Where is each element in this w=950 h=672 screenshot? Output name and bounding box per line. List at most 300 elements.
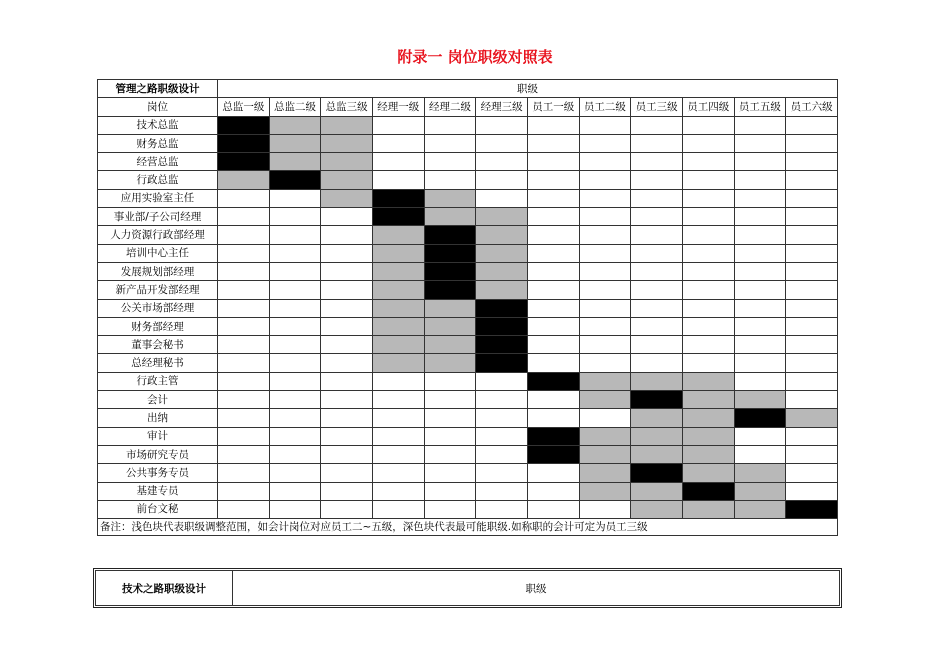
empty-cell bbox=[476, 409, 528, 427]
empty-cell bbox=[579, 189, 631, 207]
empty-cell bbox=[321, 208, 373, 226]
likely-grade-cell bbox=[269, 171, 321, 189]
grade-range-cell bbox=[424, 354, 476, 372]
position-row bbox=[98, 116, 838, 134]
grade-range-cell bbox=[786, 409, 838, 427]
grade-range-cell bbox=[579, 427, 631, 445]
empty-cell bbox=[527, 262, 579, 280]
empty-cell bbox=[527, 464, 579, 482]
empty-cell bbox=[682, 189, 734, 207]
empty-cell bbox=[682, 116, 734, 134]
grade-range-cell bbox=[476, 226, 528, 244]
empty-cell bbox=[631, 171, 683, 189]
grade-range-cell bbox=[682, 427, 734, 445]
grade-range-cell bbox=[631, 482, 683, 500]
position-row bbox=[98, 336, 838, 354]
grade-range-cell bbox=[372, 226, 424, 244]
empty-cell bbox=[372, 409, 424, 427]
empty-cell bbox=[734, 116, 786, 134]
likely-grade-cell bbox=[424, 262, 476, 280]
empty-cell bbox=[579, 226, 631, 244]
empty-cell bbox=[682, 299, 734, 317]
empty-cell bbox=[527, 153, 579, 171]
grade-range-cell bbox=[424, 208, 476, 226]
empty-cell bbox=[579, 153, 631, 171]
empty-cell bbox=[269, 226, 321, 244]
likely-grade-cell bbox=[218, 153, 270, 171]
empty-cell bbox=[682, 317, 734, 335]
empty-cell bbox=[631, 281, 683, 299]
grade-column-header: 员工五级 bbox=[734, 98, 786, 116]
grade-range-cell bbox=[476, 262, 528, 280]
position-row bbox=[98, 153, 838, 171]
grade-range-cell bbox=[579, 482, 631, 500]
empty-cell bbox=[786, 244, 838, 262]
empty-cell bbox=[372, 134, 424, 152]
grade-column-header: 经理二级 bbox=[424, 98, 476, 116]
position-name: 审计 bbox=[98, 427, 218, 445]
empty-cell bbox=[734, 153, 786, 171]
grade-range-cell bbox=[372, 299, 424, 317]
position-name: 人力资源行政部经理 bbox=[98, 226, 218, 244]
empty-cell bbox=[734, 317, 786, 335]
grade-range-cell bbox=[372, 317, 424, 335]
empty-cell bbox=[527, 354, 579, 372]
grade-column-header: 经理一级 bbox=[372, 98, 424, 116]
grade-range-cell bbox=[682, 409, 734, 427]
empty-cell bbox=[372, 372, 424, 390]
grade-range-cell bbox=[682, 500, 734, 518]
position-name: 培训中心主任 bbox=[98, 244, 218, 262]
empty-cell bbox=[476, 391, 528, 409]
position-name: 财务总监 bbox=[98, 134, 218, 152]
grade-range-cell bbox=[321, 134, 373, 152]
grade-range-cell bbox=[476, 281, 528, 299]
empty-cell bbox=[527, 317, 579, 335]
position-row bbox=[98, 391, 838, 409]
empty-cell bbox=[476, 482, 528, 500]
empty-cell bbox=[476, 427, 528, 445]
empty-cell bbox=[786, 482, 838, 500]
position-row bbox=[98, 226, 838, 244]
likely-grade-cell bbox=[372, 208, 424, 226]
empty-cell bbox=[321, 391, 373, 409]
grade-range-cell bbox=[372, 262, 424, 280]
grade-column-header: 员工六级 bbox=[786, 98, 838, 116]
empty-cell bbox=[218, 482, 270, 500]
position-name: 事业部/子公司经理 bbox=[98, 208, 218, 226]
empty-cell bbox=[321, 500, 373, 518]
grade-column-header: 员工二级 bbox=[579, 98, 631, 116]
position-row bbox=[98, 464, 838, 482]
management-grade-table bbox=[97, 79, 838, 536]
empty-cell bbox=[269, 372, 321, 390]
empty-cell bbox=[527, 189, 579, 207]
empty-cell bbox=[269, 208, 321, 226]
empty-cell bbox=[786, 354, 838, 372]
grade-range-cell bbox=[631, 372, 683, 390]
empty-cell bbox=[269, 464, 321, 482]
grade-range-cell bbox=[321, 189, 373, 207]
empty-cell bbox=[734, 354, 786, 372]
empty-cell bbox=[372, 116, 424, 134]
empty-cell bbox=[734, 262, 786, 280]
empty-cell bbox=[631, 189, 683, 207]
empty-cell bbox=[218, 226, 270, 244]
empty-cell bbox=[579, 116, 631, 134]
empty-cell bbox=[786, 427, 838, 445]
position-name: 董事会秘书 bbox=[98, 336, 218, 354]
position-name: 前台文秘 bbox=[98, 500, 218, 518]
empty-cell bbox=[631, 317, 683, 335]
grade-column-header: 员工四级 bbox=[682, 98, 734, 116]
empty-cell bbox=[321, 299, 373, 317]
position-row bbox=[98, 372, 838, 390]
empty-cell bbox=[476, 445, 528, 463]
grade-column-header: 员工一级 bbox=[527, 98, 579, 116]
grade-column-header: 总监一级 bbox=[218, 98, 270, 116]
empty-cell bbox=[218, 317, 270, 335]
empty-cell bbox=[321, 445, 373, 463]
empty-cell bbox=[218, 427, 270, 445]
empty-cell bbox=[734, 427, 786, 445]
grade-column-header: 员工三级 bbox=[631, 98, 683, 116]
empty-cell bbox=[321, 427, 373, 445]
grade-range-cell bbox=[321, 153, 373, 171]
empty-cell bbox=[269, 336, 321, 354]
empty-cell bbox=[631, 354, 683, 372]
grade-range-cell bbox=[476, 244, 528, 262]
empty-cell bbox=[218, 409, 270, 427]
empty-cell bbox=[372, 427, 424, 445]
header-row-1 bbox=[98, 80, 838, 98]
empty-cell bbox=[734, 208, 786, 226]
empty-cell bbox=[424, 445, 476, 463]
empty-cell bbox=[579, 244, 631, 262]
position-name: 应用实验室主任 bbox=[98, 189, 218, 207]
likely-grade-cell bbox=[734, 409, 786, 427]
likely-grade-cell bbox=[631, 391, 683, 409]
empty-cell bbox=[682, 134, 734, 152]
grade-range-cell bbox=[631, 500, 683, 518]
position-row bbox=[98, 354, 838, 372]
position-row bbox=[98, 445, 838, 463]
grade-range-cell bbox=[682, 391, 734, 409]
grade-range-cell bbox=[269, 116, 321, 134]
empty-cell bbox=[321, 244, 373, 262]
empty-cell bbox=[476, 464, 528, 482]
empty-cell bbox=[372, 464, 424, 482]
empty-cell bbox=[527, 409, 579, 427]
page-title: 附录一 岗位职级对照表 bbox=[397, 48, 553, 66]
empty-cell bbox=[786, 281, 838, 299]
position-row bbox=[98, 244, 838, 262]
empty-cell bbox=[734, 189, 786, 207]
position-name: 公关市场部经理 bbox=[98, 299, 218, 317]
position-row bbox=[98, 208, 838, 226]
empty-cell bbox=[579, 281, 631, 299]
empty-cell bbox=[269, 281, 321, 299]
grade-range-cell bbox=[372, 354, 424, 372]
empty-cell bbox=[786, 372, 838, 390]
grade-range-cell bbox=[372, 244, 424, 262]
management-design-label: 管理之路职级设计 bbox=[98, 80, 218, 98]
grade-column-header: 经理三级 bbox=[476, 98, 528, 116]
table-note: 备注：浅色块代表职级调整范围，如会计岗位对应员工二~五级，深色块代表最可能职级.如称职的会计可定为员工三级 bbox=[98, 519, 838, 536]
empty-cell bbox=[372, 391, 424, 409]
grade-column-header: 总监二级 bbox=[269, 98, 321, 116]
likely-grade-cell bbox=[786, 500, 838, 518]
empty-cell bbox=[631, 153, 683, 171]
empty-cell bbox=[527, 281, 579, 299]
position-name: 总经理秘书 bbox=[98, 354, 218, 372]
empty-cell bbox=[682, 281, 734, 299]
grade-range-cell bbox=[734, 464, 786, 482]
grade-range-cell bbox=[321, 116, 373, 134]
grade-column-header: 总监三级 bbox=[321, 98, 373, 116]
empty-cell bbox=[579, 171, 631, 189]
empty-cell bbox=[579, 262, 631, 280]
likely-grade-cell bbox=[218, 116, 270, 134]
empty-cell bbox=[631, 116, 683, 134]
empty-cell bbox=[476, 116, 528, 134]
position-name: 市场研究专员 bbox=[98, 445, 218, 463]
empty-cell bbox=[269, 500, 321, 518]
empty-cell bbox=[579, 500, 631, 518]
empty-cell bbox=[372, 171, 424, 189]
tech-header-row bbox=[96, 571, 840, 606]
empty-cell bbox=[682, 208, 734, 226]
empty-cell bbox=[218, 336, 270, 354]
empty-cell bbox=[372, 500, 424, 518]
empty-cell bbox=[424, 372, 476, 390]
empty-cell bbox=[424, 153, 476, 171]
position-name: 行政主管 bbox=[98, 372, 218, 390]
empty-cell bbox=[218, 299, 270, 317]
empty-cell bbox=[786, 336, 838, 354]
empty-cell bbox=[786, 317, 838, 335]
empty-cell bbox=[682, 354, 734, 372]
empty-cell bbox=[218, 391, 270, 409]
empty-cell bbox=[682, 226, 734, 244]
position-row bbox=[98, 409, 838, 427]
grade-range-cell bbox=[321, 171, 373, 189]
position-name: 新产品开发部经理 bbox=[98, 281, 218, 299]
empty-cell bbox=[579, 299, 631, 317]
empty-cell bbox=[527, 336, 579, 354]
likely-grade-cell bbox=[476, 317, 528, 335]
empty-cell bbox=[734, 299, 786, 317]
grade-range-cell bbox=[734, 500, 786, 518]
grade-range-cell bbox=[579, 464, 631, 482]
likely-grade-cell bbox=[527, 372, 579, 390]
empty-cell bbox=[786, 189, 838, 207]
empty-cell bbox=[579, 336, 631, 354]
position-name: 公共事务专员 bbox=[98, 464, 218, 482]
grade-range-cell bbox=[424, 299, 476, 317]
empty-cell bbox=[631, 299, 683, 317]
empty-cell bbox=[786, 153, 838, 171]
position-row bbox=[98, 299, 838, 317]
likely-grade-cell bbox=[424, 226, 476, 244]
empty-cell bbox=[527, 134, 579, 152]
empty-cell bbox=[682, 244, 734, 262]
empty-cell bbox=[476, 500, 528, 518]
empty-cell bbox=[786, 116, 838, 134]
empty-cell bbox=[682, 153, 734, 171]
empty-cell bbox=[734, 171, 786, 189]
empty-cell bbox=[218, 372, 270, 390]
position-name: 发展规划部经理 bbox=[98, 262, 218, 280]
empty-cell bbox=[527, 244, 579, 262]
empty-cell bbox=[631, 262, 683, 280]
position-name: 出纳 bbox=[98, 409, 218, 427]
note-row bbox=[98, 519, 838, 536]
empty-cell bbox=[424, 482, 476, 500]
empty-cell bbox=[527, 171, 579, 189]
empty-cell bbox=[476, 153, 528, 171]
empty-cell bbox=[424, 116, 476, 134]
empty-cell bbox=[527, 208, 579, 226]
empty-cell bbox=[321, 226, 373, 244]
empty-cell bbox=[476, 171, 528, 189]
empty-cell bbox=[424, 427, 476, 445]
grade-range-cell bbox=[631, 409, 683, 427]
empty-cell bbox=[734, 281, 786, 299]
grade-range-cell bbox=[424, 317, 476, 335]
empty-cell bbox=[372, 482, 424, 500]
empty-cell bbox=[527, 116, 579, 134]
likely-grade-cell bbox=[372, 189, 424, 207]
empty-cell bbox=[734, 372, 786, 390]
empty-cell bbox=[631, 244, 683, 262]
empty-cell bbox=[218, 464, 270, 482]
empty-cell bbox=[424, 464, 476, 482]
empty-cell bbox=[269, 354, 321, 372]
likely-grade-cell bbox=[424, 281, 476, 299]
position-row bbox=[98, 189, 838, 207]
empty-cell bbox=[321, 409, 373, 427]
position-name: 财务部经理 bbox=[98, 317, 218, 335]
technical-design-label: 技术之路职级设计 bbox=[96, 571, 233, 606]
grade-range-cell bbox=[631, 427, 683, 445]
position-row bbox=[98, 500, 838, 518]
empty-cell bbox=[218, 244, 270, 262]
empty-cell bbox=[786, 226, 838, 244]
empty-cell bbox=[269, 391, 321, 409]
empty-cell bbox=[269, 299, 321, 317]
empty-cell bbox=[631, 208, 683, 226]
empty-cell bbox=[476, 189, 528, 207]
empty-cell bbox=[218, 354, 270, 372]
empty-cell bbox=[476, 134, 528, 152]
empty-cell bbox=[321, 464, 373, 482]
grade-range-cell bbox=[682, 372, 734, 390]
grade-range-cell bbox=[734, 391, 786, 409]
empty-cell bbox=[321, 281, 373, 299]
empty-cell bbox=[424, 134, 476, 152]
position-row bbox=[98, 317, 838, 335]
empty-cell bbox=[579, 409, 631, 427]
header-row-2 bbox=[98, 98, 838, 116]
empty-cell bbox=[579, 134, 631, 152]
empty-cell bbox=[424, 391, 476, 409]
empty-cell bbox=[269, 482, 321, 500]
grade-range-cell bbox=[682, 445, 734, 463]
empty-cell bbox=[218, 208, 270, 226]
technical-grade-table bbox=[95, 570, 840, 606]
grade-range-cell bbox=[579, 445, 631, 463]
likely-grade-cell bbox=[631, 464, 683, 482]
empty-cell bbox=[579, 208, 631, 226]
empty-cell bbox=[321, 482, 373, 500]
empty-cell bbox=[786, 171, 838, 189]
empty-cell bbox=[218, 445, 270, 463]
grade-range-cell bbox=[734, 482, 786, 500]
empty-cell bbox=[734, 445, 786, 463]
empty-cell bbox=[631, 336, 683, 354]
empty-cell bbox=[218, 189, 270, 207]
empty-cell bbox=[786, 391, 838, 409]
empty-cell bbox=[321, 336, 373, 354]
tech-grade-header: 职级 bbox=[233, 571, 840, 606]
empty-cell bbox=[786, 134, 838, 152]
empty-cell bbox=[734, 244, 786, 262]
empty-cell bbox=[372, 445, 424, 463]
position-name: 行政总监 bbox=[98, 171, 218, 189]
grade-range-cell bbox=[372, 336, 424, 354]
grade-range-cell bbox=[269, 134, 321, 152]
empty-cell bbox=[682, 262, 734, 280]
position-row bbox=[98, 262, 838, 280]
likely-grade-cell bbox=[424, 244, 476, 262]
empty-cell bbox=[786, 262, 838, 280]
empty-cell bbox=[631, 226, 683, 244]
grade-range-cell bbox=[579, 372, 631, 390]
empty-cell bbox=[218, 281, 270, 299]
empty-cell bbox=[424, 500, 476, 518]
grade-range-cell bbox=[372, 281, 424, 299]
grade-range-cell bbox=[631, 445, 683, 463]
position-row bbox=[98, 482, 838, 500]
empty-cell bbox=[631, 134, 683, 152]
empty-cell bbox=[321, 372, 373, 390]
empty-cell bbox=[527, 391, 579, 409]
empty-cell bbox=[476, 372, 528, 390]
likely-grade-cell bbox=[476, 299, 528, 317]
grade-range-cell bbox=[218, 171, 270, 189]
empty-cell bbox=[218, 500, 270, 518]
position-name: 基建专员 bbox=[98, 482, 218, 500]
grade-range-cell bbox=[424, 336, 476, 354]
empty-cell bbox=[372, 153, 424, 171]
likely-grade-cell bbox=[476, 354, 528, 372]
grade-header: 职级 bbox=[218, 80, 838, 98]
empty-cell bbox=[424, 409, 476, 427]
likely-grade-cell bbox=[682, 482, 734, 500]
position-name: 会计 bbox=[98, 391, 218, 409]
empty-cell bbox=[218, 262, 270, 280]
position-header: 岗位 bbox=[98, 98, 218, 116]
grade-range-cell bbox=[579, 391, 631, 409]
empty-cell bbox=[269, 189, 321, 207]
empty-cell bbox=[269, 262, 321, 280]
position-row bbox=[98, 171, 838, 189]
empty-cell bbox=[734, 134, 786, 152]
likely-grade-cell bbox=[218, 134, 270, 152]
empty-cell bbox=[269, 445, 321, 463]
position-row bbox=[98, 427, 838, 445]
